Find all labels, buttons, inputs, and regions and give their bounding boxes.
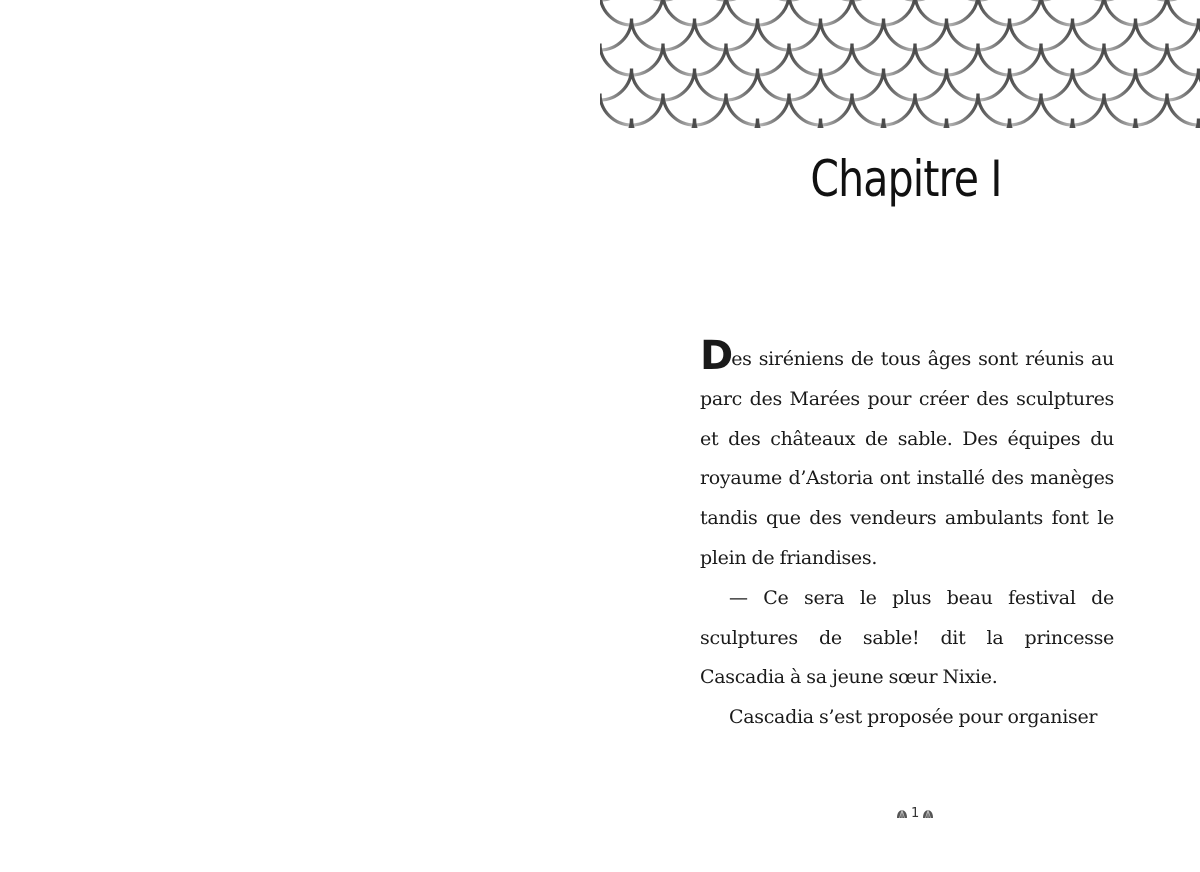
paragraph-3: Cascadia s’est proposée pour organiser bbox=[729, 706, 1098, 729]
scale-arc bbox=[1167, 0, 1200, 25]
mermaid-scale-banner bbox=[600, 0, 1200, 128]
paragraph-2: — Ce sera le plus beau festival de sculptures de sable! dit la princesse Cascadia à sa jeune sœur Nixie. bbox=[700, 586, 1114, 689]
seashell-icon bbox=[922, 809, 934, 819]
drop-cap: D bbox=[700, 333, 732, 379]
chapter-title: Chapitre I bbox=[810, 150, 1002, 208]
paragraph-1 bbox=[700, 333, 1114, 579]
page-number: 1 bbox=[911, 806, 920, 821]
right-page bbox=[600, 0, 1200, 872]
seashell-icon bbox=[896, 809, 908, 819]
page-number-ornament bbox=[896, 806, 934, 822]
chapter-body-text bbox=[700, 333, 1114, 738]
paragraph-1-text: es siréniens de tous âges sont réunis au parc des Marées pour créer des sculptures et des châteaux de sable. Des équipes du royaume d’Astoria ont installé des manèges tandis que des vendeurs ambulants font le plein de friandises. bbox=[700, 348, 1114, 569]
